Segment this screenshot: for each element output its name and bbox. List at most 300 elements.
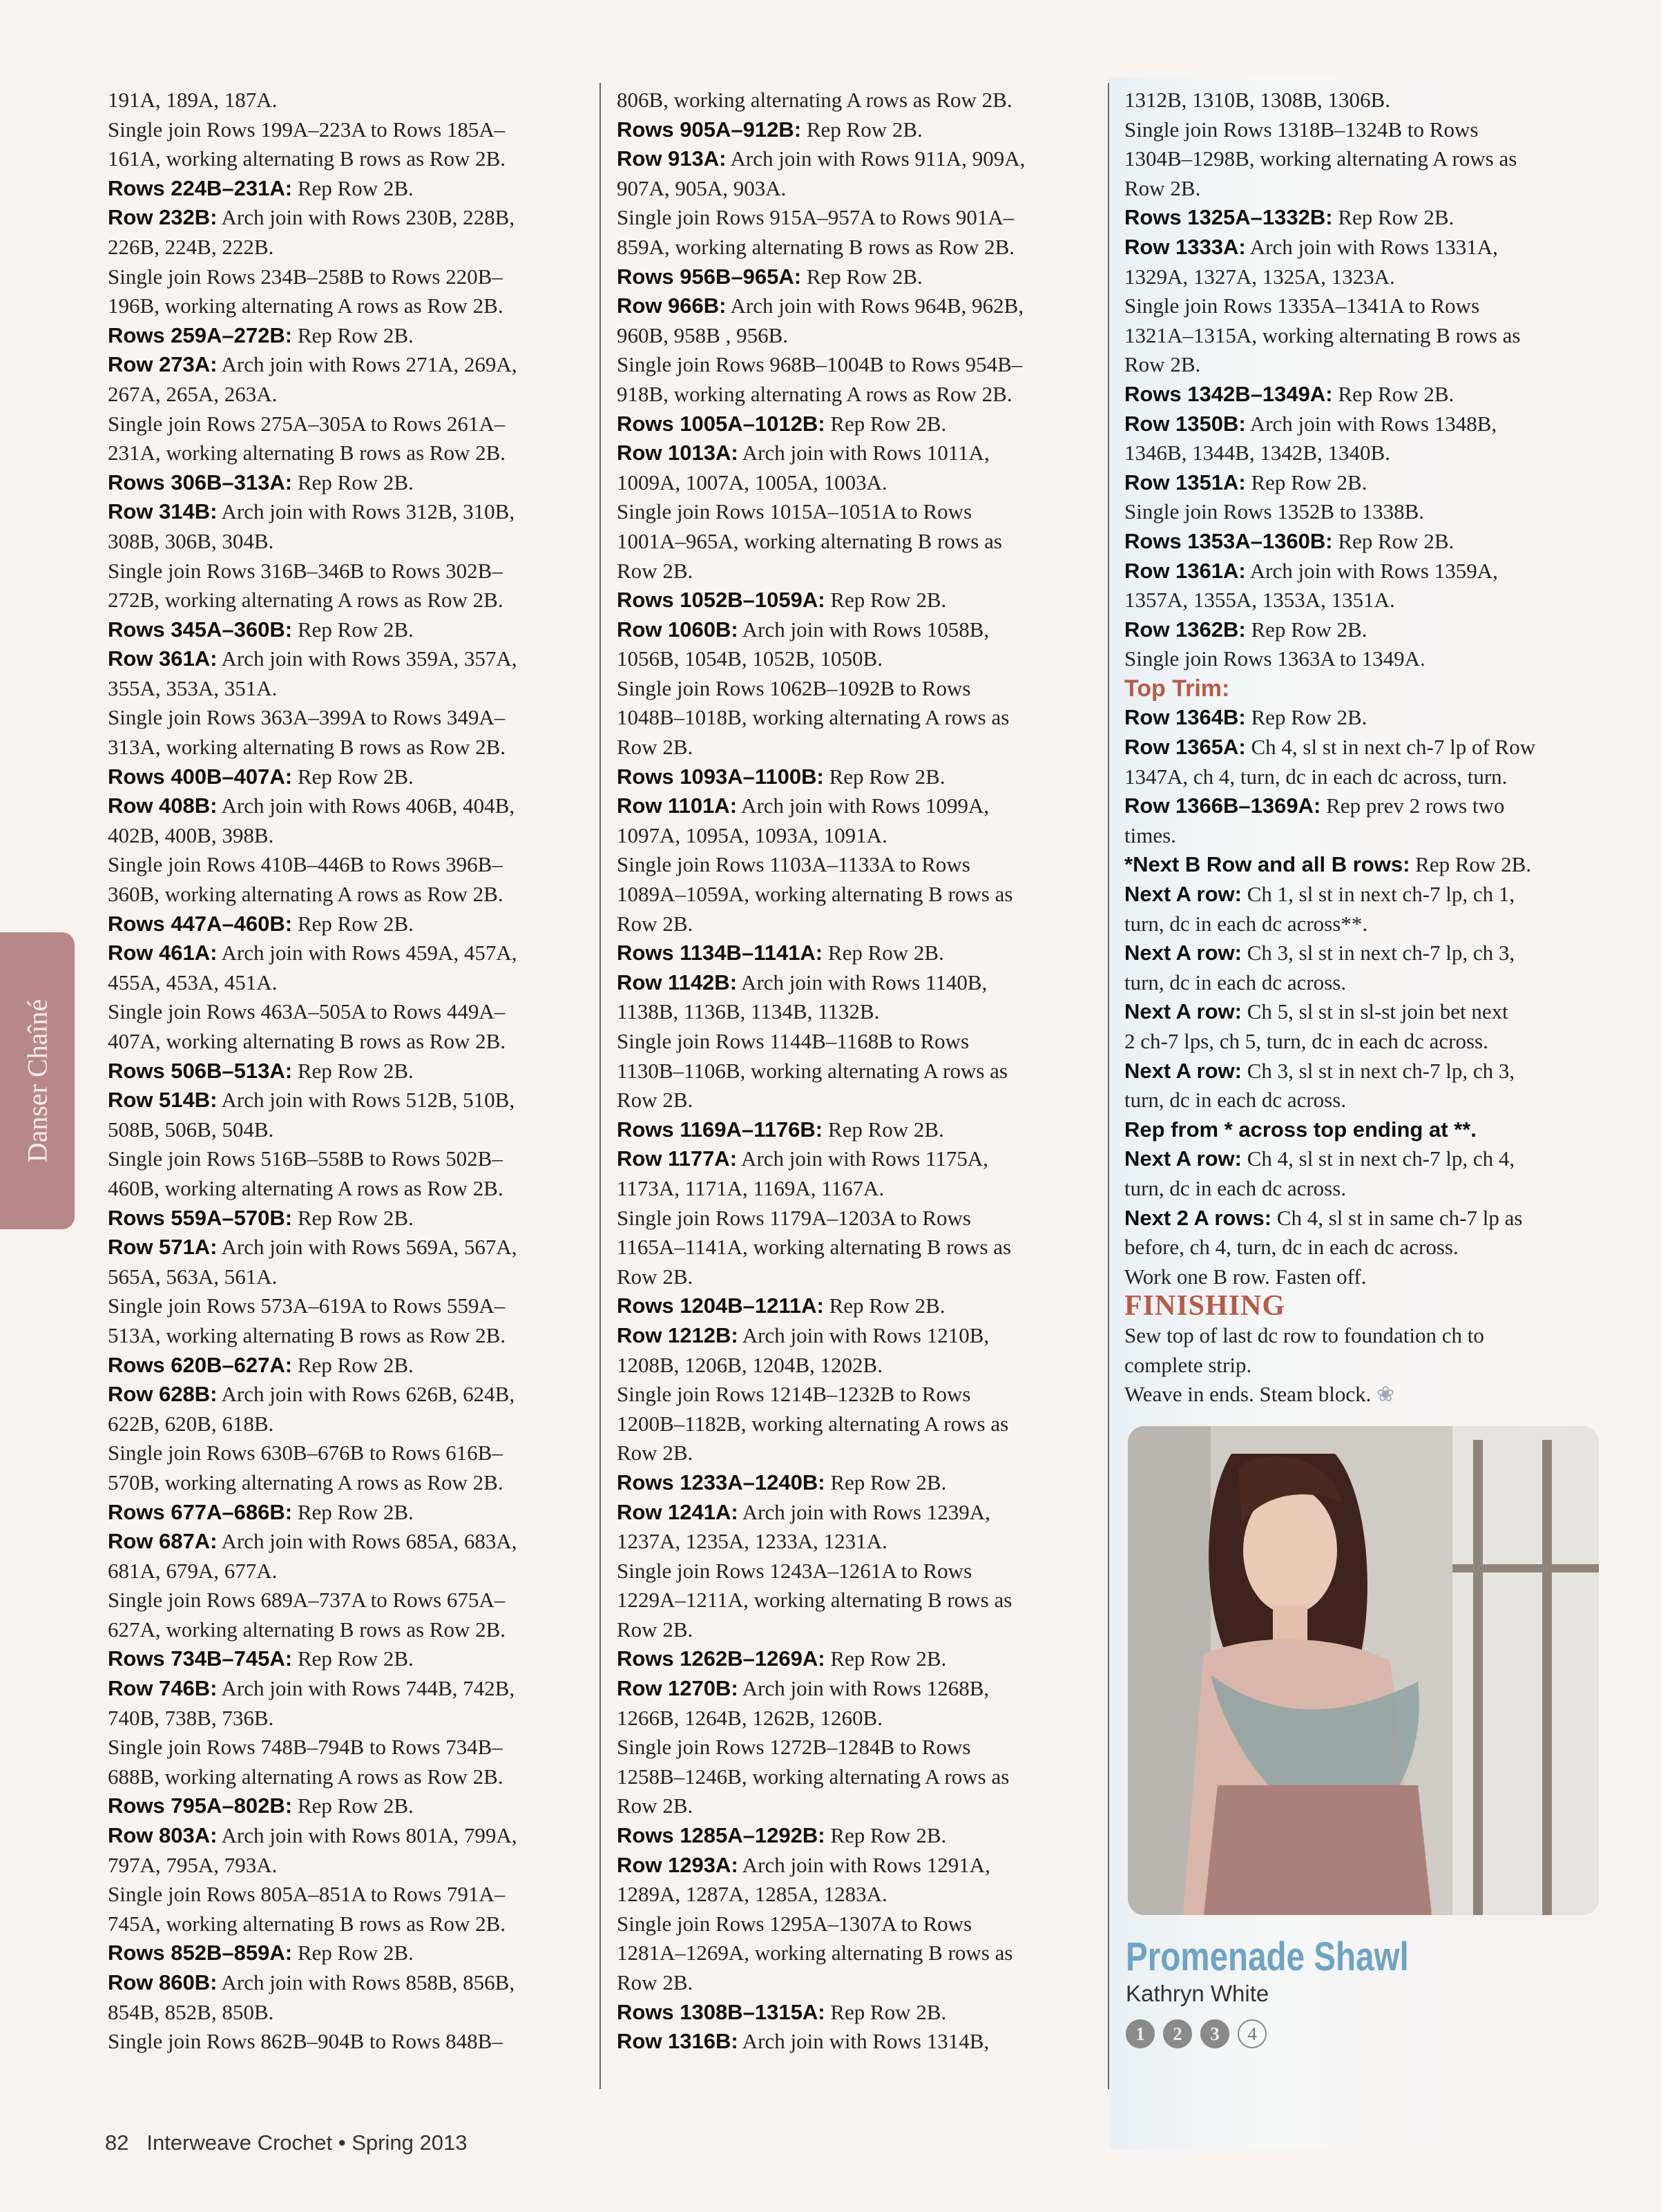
row-label: *Next B Row and all B rows: (1124, 852, 1410, 877)
pattern-line (108, 86, 584, 115)
row-label: Rows 224B–231A: (108, 175, 293, 200)
pattern-line (1124, 115, 1608, 145)
pattern-line (617, 527, 1090, 557)
pattern-line (108, 380, 584, 410)
row-instruction: 1089A–1059A, working alternating B rows as (617, 882, 1013, 907)
pattern-line (617, 1498, 1090, 1528)
row-instruction: 1048B–1018B, working alternating A rows as (617, 705, 1010, 730)
row-instruction: 1130B–1106B, working alternating A rows as (617, 1058, 1008, 1083)
pattern-line (617, 762, 1090, 792)
pattern-line (617, 1380, 1090, 1410)
row-instruction: Rep Row 2B. (801, 264, 923, 289)
row-label: Rows 400B–407A: (108, 764, 293, 789)
pattern-column-3 (1124, 86, 1608, 1410)
pattern-line (617, 203, 1090, 233)
row-instruction: Arch join with Rows 801A, 799A, (217, 1823, 517, 1848)
pattern-line (1124, 410, 1608, 439)
pattern-line (108, 674, 584, 704)
skill-level-2-icon: 2 (1163, 2019, 1192, 2048)
row-instruction: Single join Rows 748B–794B to Rows 734B– (108, 1735, 503, 1760)
pattern-line (617, 1880, 1090, 1910)
row-label: Rows 1233A–1240B: (617, 1470, 825, 1494)
pattern-line (617, 939, 1090, 968)
pattern-line (108, 1086, 584, 1115)
row-instruction: turn, dc in each dc across**. (1124, 911, 1368, 936)
pattern-line (617, 1674, 1090, 1704)
pattern-line (617, 1233, 1090, 1262)
pattern-line (1124, 262, 1608, 292)
pattern-line (617, 350, 1090, 380)
pattern-line (108, 1174, 584, 1204)
row-instruction: Row 2B. (617, 1970, 693, 1994)
pattern-line (108, 350, 584, 380)
row-instruction: Rep Row 2B. (825, 1646, 947, 1671)
row-instruction: Ch 3, sl st in next ch-7 lp, ch 3, (1241, 941, 1515, 965)
row-label: Row 966B: (617, 294, 727, 318)
row-instruction: 1258B–1246B, working alternating A rows as (617, 1764, 1010, 1789)
pattern-line (1124, 703, 1608, 733)
row-label: Row 860B: (108, 1970, 218, 1994)
pattern-line (617, 1704, 1090, 1733)
pattern-line (1124, 910, 1608, 939)
row-instruction: Row 2B. (1124, 175, 1201, 200)
issue-date: Spring 2013 (352, 2131, 468, 2155)
row-label: Row 913A: (617, 146, 727, 171)
pattern-line (617, 1144, 1090, 1174)
pattern-line (108, 203, 584, 233)
row-instruction: Ch 5, sl st in sl-st join bet next (1241, 999, 1508, 1024)
row-label: Row 1177A: (617, 1146, 738, 1171)
pattern-line (108, 1910, 584, 1939)
model-photo-illustration (1128, 1426, 1599, 1915)
row-instruction: 455A, 453A, 451A. (108, 970, 278, 994)
row-instruction: 797A, 795A, 793A. (108, 1852, 278, 1877)
row-instruction: Arch join with Rows 1359A, (1245, 558, 1498, 583)
row-label: Row 1350B: (1124, 411, 1246, 436)
row-instruction: 1138B, 1136B, 1134B, 1132B. (617, 999, 880, 1024)
pattern-line (617, 1057, 1090, 1086)
row-label: Rows 1204B–1211A: (617, 1293, 824, 1318)
row-instruction: Ch 4, sl st in next ch-7 lp, ch 4, (1241, 1146, 1515, 1171)
row-instruction: Row 2B. (617, 911, 693, 936)
row-instruction: 854B, 852B, 850B. (108, 1999, 274, 2024)
pattern-line (108, 1821, 584, 1851)
pattern-line (108, 115, 584, 145)
pattern-line (617, 733, 1090, 762)
pattern-line (108, 439, 584, 468)
row-instruction: Single join Rows 689A–737A to Rows 675A– (108, 1588, 506, 1613)
pattern-line (1124, 291, 1608, 321)
pattern-line (1124, 644, 1608, 674)
row-instruction: Arch join with Rows 1175A, (737, 1146, 988, 1171)
row-instruction: Rep Row 2B. (292, 1941, 414, 1965)
row-instruction: complete strip. (1124, 1352, 1252, 1377)
row-label: Row 361A: (108, 646, 218, 671)
pattern-line (108, 1115, 584, 1145)
end-flower-icon: ❀ (1371, 1382, 1395, 1407)
pattern-line (617, 968, 1090, 998)
pattern-line (108, 1880, 584, 1910)
pattern-line (108, 497, 584, 527)
row-instruction: Rep Row 2B. (292, 1205, 414, 1230)
pattern-line (108, 880, 584, 910)
pattern-line (617, 615, 1090, 645)
pattern-line (108, 1644, 584, 1674)
row-instruction: 1321A–1315A, working alternating B rows as (1124, 323, 1521, 347)
row-instruction: Rep Row 2B. (1332, 528, 1454, 553)
row-label: Rows 1005A–1012B: (617, 411, 825, 436)
row-label: Next A row: (1124, 941, 1242, 965)
model-photo (1128, 1426, 1599, 1915)
pattern-line (617, 1557, 1090, 1586)
pattern-line (1124, 733, 1608, 762)
row-instruction: Arch join with Rows 744B, 742B, (217, 1676, 515, 1701)
pattern-line (617, 1821, 1090, 1851)
pattern-line (617, 910, 1090, 939)
page-number: 82 (105, 2131, 129, 2155)
row-label: Rows 1262B–1269A: (617, 1646, 825, 1671)
pattern-line (108, 939, 584, 968)
pattern-line (108, 1998, 584, 2028)
pattern-line (108, 733, 584, 762)
row-label: Next A row: (1124, 999, 1242, 1024)
pattern-column-1 (108, 86, 584, 2057)
row-instruction: 859A, working alternating B rows as Row 2B. (617, 234, 1015, 259)
row-instruction: turn, dc in each dc across. (1124, 1088, 1347, 1113)
pattern-line (617, 674, 1090, 704)
row-label: Row 803A: (108, 1823, 218, 1848)
row-instruction: Single join Rows 805A–851A to Rows 791A– (108, 1882, 506, 1907)
pattern-line (108, 1233, 584, 1262)
row-label: Rows 1325A–1332B: (1124, 205, 1333, 230)
row-instruction: 1173A, 1171A, 1169A, 1167A. (617, 1175, 885, 1200)
pattern-line (617, 1939, 1090, 1968)
pattern-line (1124, 203, 1608, 233)
pattern-line (617, 821, 1090, 851)
row-instruction: 360B, working alternating A rows as Row 2B. (108, 882, 503, 907)
row-instruction: Arch join with Rows 1348B, (1245, 411, 1497, 436)
pattern-line (108, 1527, 584, 1557)
row-instruction: Rep Row 2B. (292, 1499, 414, 1524)
row-instruction: Row 2B. (617, 1264, 693, 1289)
pattern-line (617, 1291, 1090, 1321)
pattern-line (617, 410, 1090, 439)
row-instruction: 1281A–1269A, working alternating B rows as (617, 1941, 1013, 1965)
row-instruction: 1001A–965A, working alternating B rows as (617, 528, 1002, 553)
pattern-line (617, 1644, 1090, 1674)
pattern-line (108, 1762, 584, 1792)
pattern-line (617, 1410, 1090, 1439)
row-instruction: Single join Rows 1272B–1284B to Rows (617, 1735, 971, 1760)
pattern-line (617, 497, 1090, 527)
row-instruction: 1347A, ch 4, turn, dc in each dc across, turn. (1124, 764, 1508, 789)
row-instruction: Arch join with Rows 512B, 510B, (217, 1088, 515, 1113)
row-label: Rows 447A–460B: (108, 911, 293, 936)
row-instruction: Arch join with Rows 964B, 962B, (726, 294, 1024, 318)
row-instruction: Arch join with Rows 911A, 909A, (726, 146, 1026, 171)
row-instruction: 460B, working alternating A rows as Row 2B. (108, 1175, 503, 1200)
row-instruction: Single join Rows 1015A–1051A to Rows (617, 499, 972, 524)
pattern-line (1124, 144, 1608, 174)
pattern-line (617, 144, 1090, 174)
row-instruction: times. (1124, 823, 1176, 847)
row-instruction: Arch join with Rows 406B, 404B, (217, 794, 515, 818)
row-label: Row 1060B: (617, 617, 738, 642)
pattern-line (108, 1321, 584, 1351)
row-instruction: Single join Rows 516B–558B to Rows 502B– (108, 1146, 503, 1171)
row-label: Row 1270B: (617, 1676, 738, 1701)
row-instruction: Rep Row 2B. (1245, 470, 1367, 494)
row-label: Rep from * across top ending at **. (1124, 1117, 1477, 1142)
row-label: Rows 345A–360B: (108, 617, 293, 642)
page-footer (105, 2131, 467, 2155)
pattern-line (617, 1527, 1090, 1557)
row-instruction: Single join Rows 1179A–1203A to Rows (617, 1205, 971, 1230)
skill-level-1-icon: 1 (1126, 2019, 1155, 2048)
designer-name: Kathryn White (1126, 1981, 1269, 2006)
row-instruction: Rep Row 2B. (292, 175, 414, 200)
column-divider (1108, 83, 1109, 2089)
row-label: Row 1293A: (617, 1852, 738, 1877)
pattern-line (617, 1262, 1090, 1292)
row-label: Row 1013A: (617, 441, 738, 465)
pattern-line (617, 380, 1090, 410)
row-instruction: turn, dc in each dc across. (1124, 1175, 1347, 1200)
row-instruction: 402B, 400B, 398B. (108, 823, 274, 847)
pattern-line (1124, 762, 1608, 792)
row-instruction: Single join Rows 1352B to 1338B. (1124, 499, 1425, 524)
row-instruction: Arch join with Rows 1239A, (738, 1499, 990, 1524)
row-instruction: 1304B–1298B, working alternating A rows as (1124, 146, 1517, 171)
row-label: Row 1366B–1369A: (1124, 794, 1321, 818)
row-label: Row 1365A: (1124, 735, 1246, 760)
row-instruction: Arch join with Rows 1210B, (738, 1323, 990, 1347)
row-instruction: Arch join with Rows 1331A, (1245, 234, 1498, 259)
pattern-line (617, 1204, 1090, 1233)
row-instruction: 226B, 224B, 222B. (108, 234, 274, 259)
row-label: Rows 1169A–1176B: (617, 1117, 823, 1142)
row-instruction: Row 2B. (617, 1617, 693, 1642)
row-instruction: Rep Row 2B. (292, 764, 414, 789)
row-instruction: Rep Row 2B. (825, 1999, 947, 2024)
pattern-line (108, 1468, 584, 1498)
row-instruction: Arch join with Rows 626B, 624B, (217, 1382, 515, 1407)
row-instruction: 1266B, 1264B, 1262B, 1260B. (617, 1705, 883, 1730)
pattern-line (617, 2027, 1090, 2057)
row-label: Rows 677A–686B: (108, 1499, 293, 1524)
row-instruction: Arch join with Rows 1291A, (738, 1852, 990, 1877)
row-instruction: 308B, 306B, 304B. (108, 528, 274, 553)
row-instruction: Arch join with Rows 1140B, (737, 970, 988, 994)
row-instruction: Sew top of last dc row to foundation ch to (1124, 1323, 1484, 1347)
pattern-line (108, 1791, 584, 1821)
pattern-line (108, 703, 584, 733)
pattern-line (617, 468, 1090, 498)
pattern-line (108, 144, 584, 174)
row-instruction: Arch join with Rows 1099A, (737, 794, 990, 818)
row-instruction: Single join Rows 275A–305A to Rows 261A– (108, 411, 506, 436)
pattern-line (1124, 1204, 1608, 1233)
pattern-line (1124, 1174, 1608, 1204)
pattern-line (617, 233, 1090, 262)
row-instruction: Single join Rows 234B–258B to Rows 220B– (108, 264, 503, 289)
row-instruction: Ch 4, sl st in same ch-7 lp as (1271, 1205, 1523, 1230)
pattern-line (617, 1174, 1090, 1204)
pattern-line (108, 1498, 584, 1528)
row-label: Row 1212B: (617, 1323, 738, 1347)
row-instruction: 2 ch-7 lps, ch 5, turn, dc in each dc across. (1124, 1029, 1488, 1053)
row-instruction: Rep Row 2B. (1332, 381, 1454, 406)
row-label: Rows 1285A–1292B: (617, 1823, 825, 1848)
row-instruction: Single join Rows 363A–399A to Rows 349A– (108, 705, 506, 730)
pattern-line (108, 527, 584, 557)
row-instruction: Work one B row. Fasten off. (1124, 1264, 1367, 1289)
pattern-line (108, 968, 584, 998)
row-instruction: Single join Rows 1335A–1341A to Rows (1124, 294, 1480, 318)
row-label: Row 314B: (108, 499, 218, 524)
row-instruction: before, ch 4, turn, dc in each dc across. (1124, 1235, 1459, 1260)
pattern-line (617, 1115, 1090, 1145)
row-instruction: 191A, 189A, 187A. (108, 88, 278, 112)
pattern-line (617, 1998, 1090, 2028)
pattern-line (1124, 1380, 1608, 1410)
pattern-line (1124, 350, 1608, 380)
row-instruction: turn, dc in each dc across. (1124, 970, 1347, 994)
row-instruction: Rep Row 2B. (292, 1793, 414, 1818)
pattern-line (617, 86, 1090, 115)
row-label: Rows 734B–745A: (108, 1646, 293, 1671)
row-instruction: 513A, working alternating B rows as Row 2B. (108, 1323, 506, 1347)
row-label: Row 628B: (108, 1382, 218, 1407)
pattern-line (617, 644, 1090, 674)
row-instruction: 161A, working alternating B rows as Row 2B. (108, 146, 506, 171)
row-instruction: 1289A, 1287A, 1285A, 1283A. (617, 1882, 887, 1907)
row-instruction: Rep Row 2B. (823, 941, 944, 965)
row-label: Rows 559A–570B: (108, 1205, 293, 1230)
row-instruction: Rep Row 2B. (1245, 617, 1367, 642)
row-instruction: 681A, 679A, 677A. (108, 1558, 278, 1583)
row-instruction: Rep Row 2B. (292, 1058, 414, 1083)
pattern-line (108, 910, 584, 939)
row-label: Row 273A: (108, 352, 218, 377)
pattern-line (108, 174, 584, 204)
row-instruction: Rep Row 2B. (1245, 705, 1367, 730)
row-instruction: Row 2B. (617, 1441, 693, 1465)
pattern-line (617, 850, 1090, 880)
row-label: Row 746B: (108, 1676, 218, 1701)
pattern-line (1124, 174, 1608, 204)
row-instruction: 1009A, 1007A, 1005A, 1003A. (617, 470, 887, 494)
magazine-name: Interweave Crochet (146, 2131, 333, 2155)
row-label: Row 232B: (108, 205, 218, 230)
pattern-line (108, 1262, 584, 1292)
pattern-line (617, 557, 1090, 586)
footer-bullet: • (338, 2131, 346, 2155)
row-label: Rows 259A–272B: (108, 323, 293, 347)
row-instruction: 1229A–1211A, working alternating B rows as (617, 1588, 1012, 1613)
row-label: Row 1333A: (1124, 234, 1246, 259)
row-label: Row 408B: (108, 794, 218, 818)
row-instruction: Single join Rows 199A–223A to Rows 185A– (108, 117, 506, 142)
row-instruction: 907A, 905A, 903A. (617, 175, 787, 200)
pattern-line (1124, 321, 1608, 351)
pattern-line (617, 880, 1090, 910)
pattern-line (617, 1351, 1090, 1381)
row-instruction: Arch join with Rows 1011A, (738, 441, 990, 465)
row-instruction: Weave in ends. Steam block. (1124, 1382, 1372, 1407)
pattern-line (617, 586, 1090, 615)
row-instruction: 1357A, 1355A, 1353A, 1351A. (1124, 588, 1395, 613)
row-instruction: 565A, 563A, 561A. (108, 1264, 278, 1289)
pattern-line (108, 410, 584, 439)
row-instruction: Single join Rows 410B–446B to Rows 396B– (108, 852, 503, 877)
pattern-line (108, 644, 584, 674)
skill-level-indicator (1126, 2019, 1267, 2048)
pattern-line (1124, 1057, 1608, 1086)
pattern-line (1124, 791, 1608, 821)
pattern-line (617, 174, 1090, 204)
row-instruction: 1312B, 1310B, 1308B, 1306B. (1124, 88, 1390, 112)
row-instruction: 1329A, 1327A, 1325A, 1323A. (1124, 264, 1395, 289)
pattern-line (1124, 1115, 1608, 1145)
row-instruction: Row 2B. (617, 558, 693, 583)
pattern-line (108, 615, 584, 645)
pattern-line (108, 1704, 584, 1733)
row-label: Next A row: (1124, 1146, 1242, 1171)
row-label: Rows 1093A–1100B: (617, 764, 824, 789)
row-label: Row 1316B: (617, 2029, 738, 2054)
row-instruction: 688B, working alternating A rows as Row 2B. (108, 1764, 503, 1789)
pattern-line (617, 1027, 1090, 1057)
pattern-line (617, 115, 1090, 145)
row-instruction: Row 2B. (617, 1088, 693, 1113)
row-label: Rows 1353A–1360B: (1124, 528, 1333, 553)
pattern-column-2 (617, 86, 1090, 2057)
row-instruction: Rep Row 2B. (1410, 852, 1532, 877)
row-instruction: Single join Rows 1318B–1324B to Rows (1124, 117, 1479, 142)
row-instruction: 627A, working alternating B rows as Row 2B. (108, 1617, 506, 1642)
row-instruction: Single join Rows 1243A–1261A to Rows (617, 1558, 972, 1583)
pattern-line (617, 439, 1090, 468)
row-label: Next A row: (1124, 882, 1242, 907)
row-instruction: Single join Rows 1363A to 1349A. (1124, 646, 1425, 671)
row-instruction: 407A, working alternating B rows as Row 2B. (108, 1029, 506, 1053)
row-instruction: 745A, working alternating B rows as Row 2B. (108, 1911, 506, 1936)
finishing-heading: FINISHING (1124, 1290, 1286, 1323)
row-instruction: Arch join with Rows 312B, 310B, (217, 499, 515, 524)
row-instruction: Ch 1, sl st in next ch-7 lp, ch 1, (1241, 882, 1515, 907)
pattern-line (108, 1557, 584, 1586)
column-divider (599, 83, 601, 2089)
row-instruction: Rep Row 2B. (825, 1823, 947, 1848)
row-instruction: 1237A, 1235A, 1233A, 1231A. (617, 1529, 887, 1554)
pattern-line (1124, 1262, 1608, 1292)
row-label: Row 1142B: (617, 970, 738, 994)
pattern-line (1124, 586, 1608, 615)
row-instruction: 570B, working alternating A rows as Row 2B. (108, 1470, 503, 1494)
pattern-line (108, 468, 584, 498)
pattern-line (617, 1586, 1090, 1615)
row-instruction: Rep prev 2 rows two (1321, 794, 1505, 818)
pattern-line (108, 291, 584, 321)
row-instruction: Row 2B. (617, 735, 693, 760)
row-instruction: Rep Row 2B. (292, 1646, 414, 1671)
row-instruction: 1208B, 1206B, 1204B, 1202B. (617, 1352, 883, 1377)
pattern-line (617, 1615, 1090, 1645)
pattern-line (108, 850, 584, 880)
pattern-line (617, 1910, 1090, 1939)
row-label: Row 1101A: (617, 794, 738, 818)
